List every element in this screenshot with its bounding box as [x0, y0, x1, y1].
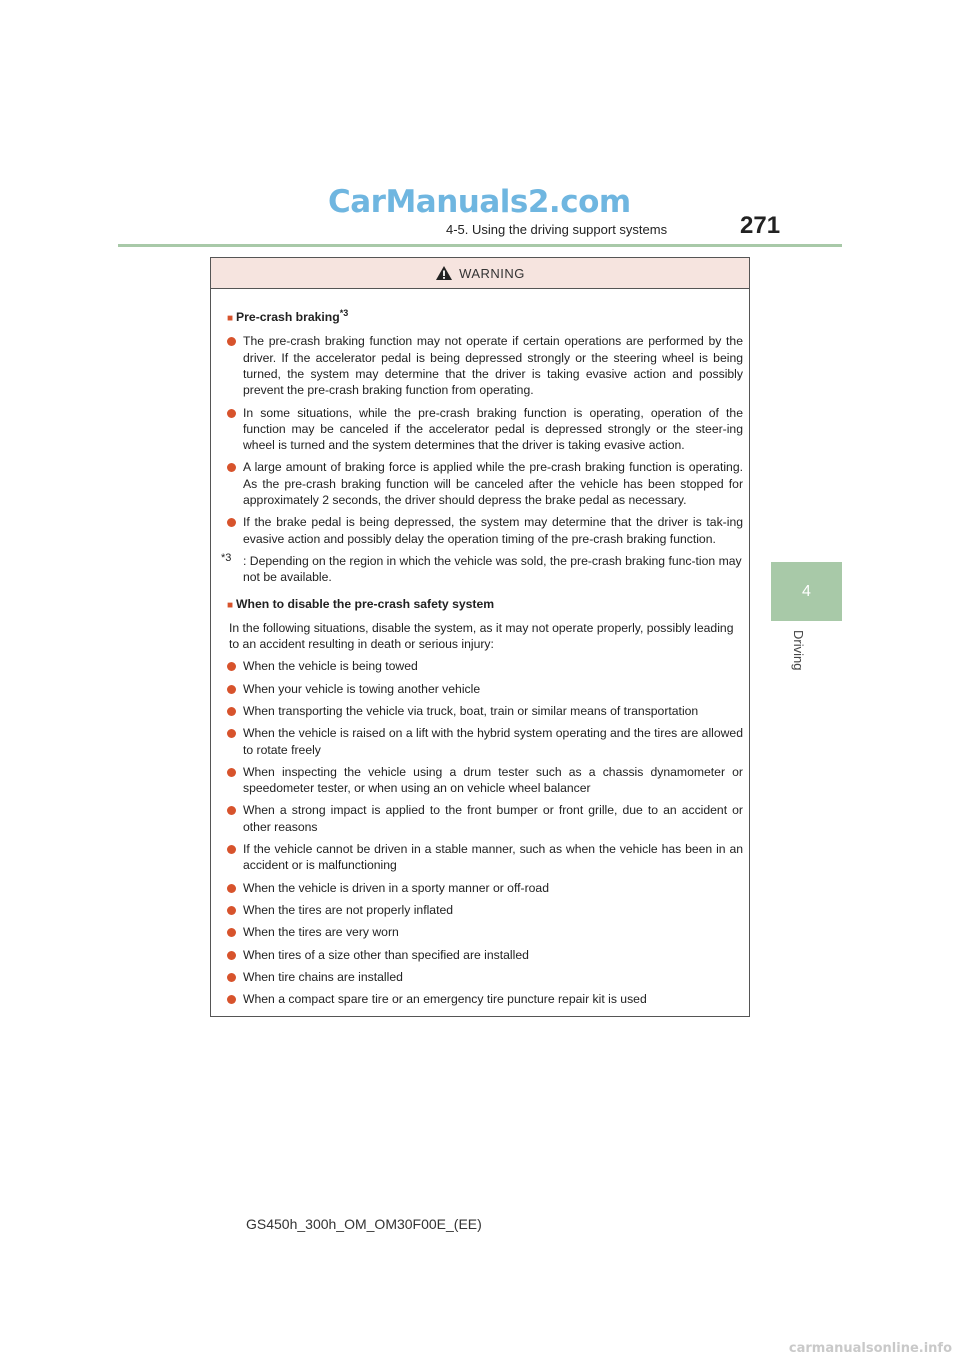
footnote: *3 : Depending on the region in which the vehicle was sold, the pre-crash braking func-tion may not be available. [221, 551, 742, 585]
list-item: When a strong impact is applied to the front bumper or front grille, due to an accident or other reasons [227, 802, 743, 835]
footnote-ref: *3 [339, 308, 349, 318]
bullet-dot-icon [227, 806, 236, 815]
bullet-dot-icon [227, 906, 236, 915]
list-item: In some situations, while the pre-crash braking function is operating, operation of the function may be canceled if the accelerator pedal is depressed strongly or the steer-ing wheel is turned and the system determines that the driver is taking evasive action. [227, 405, 743, 454]
bullet-dot-icon [227, 463, 236, 472]
section-heading-disable-system: ■ When to disable the pre-crash safety system [227, 596, 495, 611]
square-bullet-icon: ■ [227, 599, 234, 611]
list-item: When the tires are not properly inflated [227, 902, 743, 918]
list-item: When the vehicle is driven in a sporty manner or off-road [227, 880, 743, 896]
list-item: When inspecting the vehicle using a drum tester such as a chassis dynamometer or speedometer tester, or when using an on vehicle wheel balancer [227, 764, 743, 797]
list-item: When the vehicle is raised on a lift with the hybrid system operating and the tires are allowed to rotate freely [227, 725, 743, 758]
bullet-dot-icon [227, 973, 236, 982]
square-bullet-icon: ■ [227, 313, 234, 325]
header-rule [118, 244, 842, 247]
warning-triangle-icon [435, 265, 453, 281]
footer-model-code: GS450h_300h_OM_OM30F00E_(EE) [246, 1216, 482, 1232]
list-item: When transporting the vehicle via truck, boat, train or similar means of transportation [227, 703, 743, 719]
bullet-dot-icon [227, 707, 236, 716]
bullet-dot-icon [227, 951, 236, 960]
footnote-mark: *3 [221, 551, 232, 564]
bullet-dot-icon [227, 884, 236, 893]
chapter-tab: 4 [771, 562, 842, 621]
list-item: A large amount of braking force is applied while the pre-crash braking function is operating. As the pre-crash braking function will be canceled after the vehicle has been stopped for approximately 2 seconds, the driver should depress the brake pedal as necessary. [227, 459, 743, 508]
section-heading-pre-crash-braking: ■ Pre-crash braking$^{*3}$ [227, 308, 349, 325]
bullet-dot-icon [227, 928, 236, 937]
page-number: 271 [740, 212, 781, 239]
warning-header [211, 258, 749, 289]
bullet-dot-icon [227, 662, 236, 671]
bullet-dot-icon [227, 518, 236, 527]
warning-title: WARNING [459, 265, 525, 281]
bullet-dot-icon [227, 409, 236, 418]
list-item: When your vehicle is towing another vehicle [227, 681, 743, 697]
bullet-dot-icon [227, 845, 236, 854]
list-item: When tire chains are installed [227, 969, 743, 985]
bullet-dot-icon [227, 337, 236, 346]
list-item: When the tires are very worn [227, 924, 743, 940]
warning-box [210, 257, 750, 1017]
bullet-dot-icon [227, 768, 236, 777]
list-item: If the vehicle cannot be driven in a stable manner, such as when the vehicle has been in an accident or is malfunctioning [227, 841, 743, 874]
list-item: The pre-crash braking function may not operate if certain operations are performed by the driver. If the accelerator pedal is being depressed strongly or the steering wheel is being turned, the system may determine that the driver is taking evasive action and possibly prevent the pre-crash braking function from operating. [227, 333, 743, 398]
list-item: When tires of a size other than specified are installed [227, 947, 743, 963]
bullet-dot-icon [227, 685, 236, 694]
bullet-dot-icon [227, 995, 236, 1004]
bullet-dot-icon [227, 729, 236, 738]
section-intro: In the following situations, disable the system, as it may not operate properly, possibly leading to an accident resulting in death or serious injury: [229, 620, 734, 652]
watermark-top: CarManuals2.com [328, 184, 631, 220]
watermark-bottom: carmanualsonline.info [788, 1341, 952, 1356]
list-item: When the vehicle is being towed [227, 658, 743, 674]
chapter-label: Driving [791, 630, 806, 671]
section-title: 4-5. Using the driving support systems [446, 222, 668, 237]
warning-body [211, 289, 749, 1007]
list-item: When a compact spare tire or an emergency tire puncture repair kit is used [227, 991, 743, 1007]
list-item: If the brake pedal is being depressed, the system may determine that the driver is tak-ing evasive action and possibly delay the operation timing of the pre-crash braking function. [227, 514, 743, 547]
